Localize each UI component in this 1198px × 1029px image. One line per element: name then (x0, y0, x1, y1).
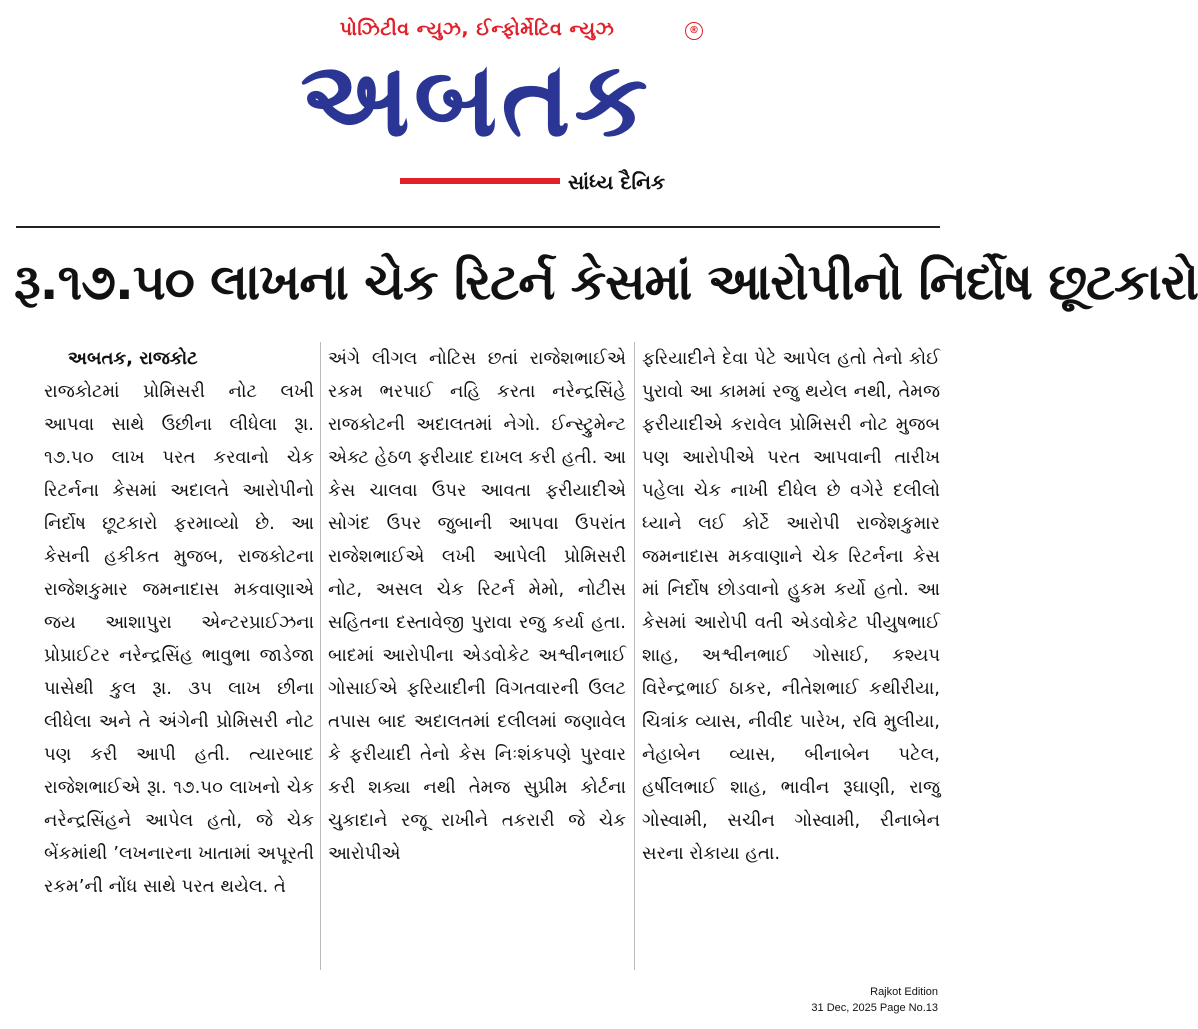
article-column-2-text: અંગે લીગલ નોટિસ છતાં રાજેશભાઈએ રકમ ભરપાઈ નહિ કરતા નરેન્દ્રસિંહે રાજકોટની અદાલતમાં નેગો. ઈન્સ્ટ્રુમેન્ટ એક્ટ હેઠળ ફરીયાદ દાખલ કરી હતી. આ કેસ ચાલવા ઉપર આવતા ફરીયાદીએ સોગંદ ઉપર જુબાની આપવા ઉપરાંત રાજેશભાઈએ લખી આપેલી પ્રોમિસરી નોટ, અસલ ચેક રિટર્ન મેમો, નોટીસ સહિતના દસ્તાવેજી પુરાવા રજુ કર્યા હતા. બાદમાં આરોપીના એડવોકેટ અશ્વીનભાઈ ગોસાઈએ ફરિયાદીની વિગતવારની ઉલટ તપાસ બાદ અદાલતમાં દલીલમાં જણાવેલ કે ફરીયાદી તેનો કેસ નિઃશંકપણે પુરવાર કરી શક્યા નથી તેમજ સુપ્રીમ કોર્ટના ચુકાદાને રજૂ રાખીને તકરારી જે ચેક આરોપીએ (328, 348, 626, 864)
article-column-3 (642, 342, 940, 972)
red-divider (400, 178, 560, 184)
date-page-label: 31 Dec, 2025 Page No.13 (811, 1002, 938, 1014)
edition-label: Rajkot Edition (870, 986, 938, 998)
article-column-1 (16, 342, 314, 972)
article-headline: રૂ.૧૭.૫૦ લાખના ચેક રિટર્ન કેસમાં આરોપીનો નિર્દોષ છૂટકારો (14, 253, 1198, 311)
page-footer (811, 984, 938, 1016)
column-separator (634, 342, 635, 970)
masthead-tagline: પોઝિટીવ ન્યુઝ, ઈન્ફોર્મેટિવ ન્યુઝ (339, 18, 615, 40)
masthead (0, 0, 954, 215)
article-column-2 (328, 342, 626, 972)
article-dateline: અબતક, રાજકોટ (68, 348, 198, 369)
newspaper-logo: અબતક (300, 38, 652, 160)
column-separator (320, 342, 321, 970)
header-rule (16, 226, 940, 228)
article-column-3-text: ફરિયાદીને દેવા પેટે આપેલ હતો તેનો કોઈ પુરાવો આ કામમાં રજુ થયેલ નથી, તેમજ ફરીયાદીએ કરાવેલ પ્રોમિસરી નોટ મુજબ પણ આરોપીએ પરત આપવાની તારીખ પહેલા ચેક નાખી દીધેલ છે વગેરે દલીલો ધ્યાને લઈ કોર્ટે આરોપી રાજેશકુમાર જમનાદાસ મકવાણાને ચેક રિટર્નના કેસ માં નિર્દોષ છોડવાનો હુકમ કર્યો હતો. આ કેસમાં આરોપી વતી એડવોકેટ પીયુષભાઈ શાહ, અશ્વીનભાઈ ગોસાઈ, કશ્યપ વિરેન્દ્રભાઈ ઠાકર, નીતેશભાઈ કથીરીયા, ચિત્રાંક વ્યાસ, નીવીદ પારેખ, રવિ મુલીયા, નેહાબેન વ્યાસ, બીનાબેન પટેલ, હર્ષીલભાઈ શાહ, ભાવીન રૂઘાણી, રાજુ ગોસ્વામી, સચીન ગોસ્વામી, રીનાબેન સરના રોકાયા હતા. (642, 348, 940, 864)
masthead-subtitle: સાંધ્ય દૈનિક (568, 170, 666, 194)
registered-mark-icon: ® (685, 22, 703, 40)
article-column-1-text: રાજકોટમાં પ્રોમિસરી નોટ લખી આપવા સાથે ઉછીના લીધેલા રૂા. ૧૭.૫૦ લાખ પરત કરવાનો ચેક રિટર્નના કેસમાં અદાલતે આરોપીનો નિર્દોષ છૂટકારો ફરમાવ્યો છે. આ કેસની હકીકત મુજબ, રાજકોટના રાજેશકુમાર જમનાદાસ મકવાણાએ જય આશાપુરા એન્ટરપ્રાઈઝના પ્રોપ્રાઈટર નરેન્દ્રસિંહ ભાવુભા જાડેજા પાસેથી કુલ રૂા. ૩૫ લાખ છીના લીધેલા અને તે અંગેની પ્રોમિસરી નોટ પણ કરી આપી હતી. ત્યારબાદ રાજેશભાઈએ રૂા. ૧૭.૫૦ લાખનો ચેક નરેન્દ્રસિંહને આપેલ હતો, જે ચેક બેંકમાંથી ’લખનારના ખાતામાં અપૂરતી રકમ’ની નોંધ સાથે પરત થયેલ. તે (44, 381, 314, 897)
